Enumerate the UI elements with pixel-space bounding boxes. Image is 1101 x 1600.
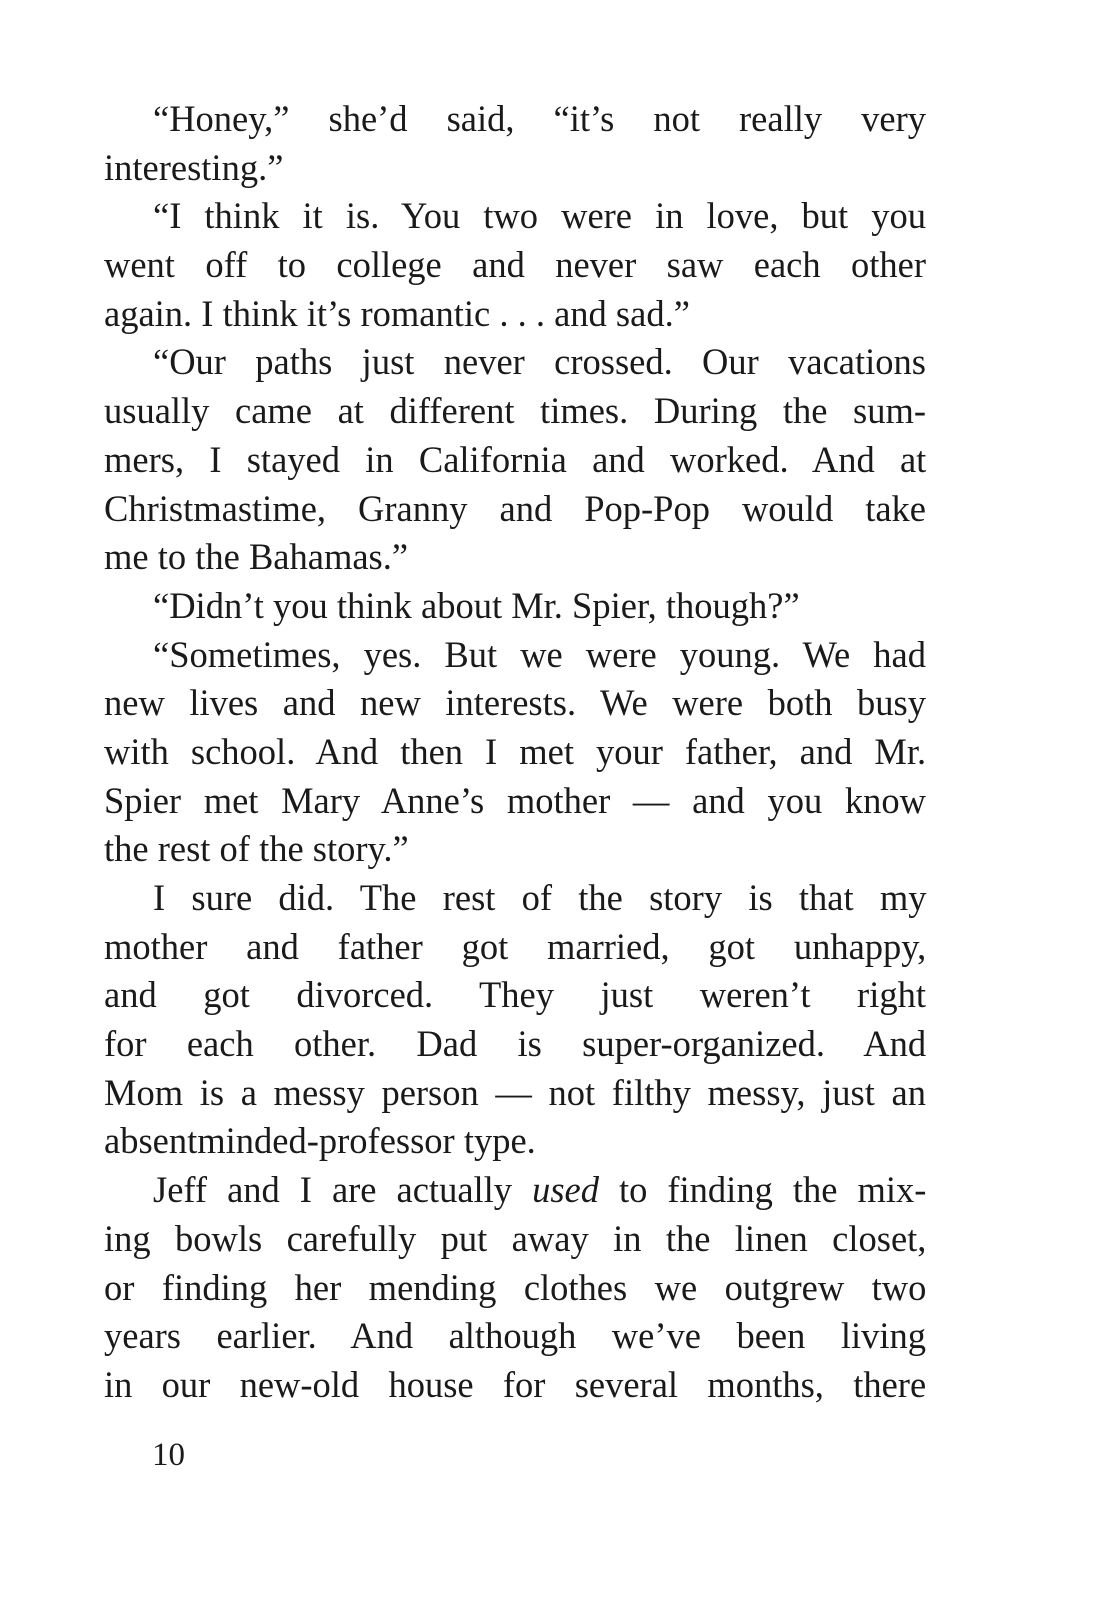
text-line: “Honey,” she’d said, “it’s not really very [153, 98, 926, 139]
text-line: interesting.” [104, 146, 284, 188]
text-line: “Didn’t you think about Mr. Spier, though?” [153, 584, 800, 626]
text-line: me to the Bahamas.” [104, 536, 409, 578]
text-line: absentminded-professor type. [104, 1120, 536, 1162]
text-line: with school. And then I met your father, and Mr. [104, 730, 927, 772]
text-line: and got divorced. They just weren’t right [104, 974, 926, 1016]
text-line: for each other. Dad is super-organized. And [104, 1023, 927, 1065]
text-segment: Jeff and I are actually [153, 1169, 533, 1211]
text-line: new lives and new interests. We were both busy [104, 682, 926, 724]
text-line [104, 1166, 926, 1215]
text-line: the rest of the story.” [104, 828, 409, 870]
text-segment: to finding the mix- [598, 1169, 927, 1211]
text-line: years earlier. And although we’ve been living [104, 1315, 926, 1357]
text-line: mother and father got married, got unhappy, [104, 925, 927, 967]
text-line: Mom is a messy person — not filthy messy, just an [104, 1071, 926, 1113]
text-line: Spier met Mary Anne’s mother — and you know [104, 779, 926, 821]
text-line: “Sometimes, yes. But we were young. We had [153, 633, 926, 675]
italic-word: used [532, 1169, 599, 1211]
page-number: 10 [152, 1437, 185, 1473]
text-line: again. I think it’s romantic . . . and sad.” [104, 292, 690, 334]
text-line: in our new-old house for several months, there [104, 1363, 927, 1405]
text-line: mers, I stayed in California and worked. And at [104, 438, 927, 480]
text-line: usually came at different times. During the sum- [104, 390, 926, 432]
text-line: Christmastime, Granny and Pop-Pop would take [104, 487, 926, 529]
text-line: I sure did. The rest of the story is that my [153, 877, 927, 918]
body-text [104, 95, 926, 1410]
text-line: or finding her mending clothes we outgrew two [104, 1266, 927, 1308]
text-line: ing bowls carefully put away in the linen closet, [104, 1217, 927, 1259]
text-line: “I think it is. You two were in love, but you [153, 195, 926, 237]
text-line: went off to college and never saw each other [104, 244, 926, 286]
text-line: “Our paths just never crossed. Our vacations [153, 341, 926, 383]
